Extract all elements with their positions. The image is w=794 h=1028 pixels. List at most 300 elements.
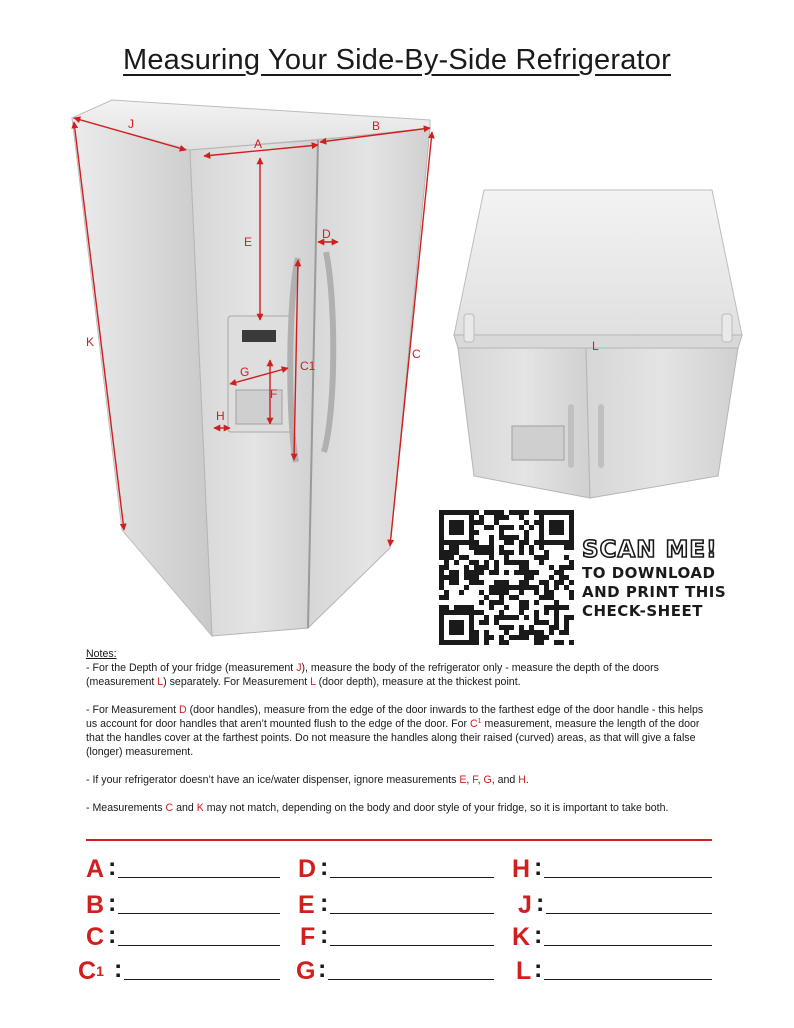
scan-headline: SCAN ME! [582, 537, 718, 563]
qr-module [499, 595, 504, 600]
qr-module [474, 545, 479, 550]
qr-module [489, 550, 494, 555]
qr-module [469, 615, 474, 620]
qr-code[interactable] [439, 510, 574, 645]
qr-module [564, 555, 569, 560]
qr-module [564, 540, 569, 545]
qr-module [534, 520, 539, 525]
qr-module [489, 635, 494, 640]
qr-module [494, 590, 499, 595]
qr-module [549, 565, 554, 570]
qr-module [494, 570, 499, 575]
qr-module [459, 530, 464, 535]
field-l[interactable]: L : [516, 958, 726, 984]
qr-module [489, 510, 494, 515]
field-b[interactable]: B : [86, 892, 296, 918]
label-b: B [372, 119, 381, 133]
qr-module [519, 515, 524, 520]
qr-module [439, 520, 444, 525]
label-a: A [254, 137, 263, 151]
qr-module [534, 585, 539, 590]
qr-module [554, 640, 559, 645]
qr-module [494, 515, 499, 520]
qr-module [554, 570, 559, 575]
qr-module [559, 520, 564, 525]
qr-module [459, 630, 464, 635]
qr-module [559, 630, 564, 635]
qr-module [509, 525, 514, 530]
label-h: H [216, 409, 225, 423]
qr-module [454, 610, 459, 615]
qr-module [439, 535, 444, 540]
qr-module [504, 580, 509, 585]
qr-module [454, 570, 459, 575]
qr-module [549, 530, 554, 535]
qr-module [439, 625, 444, 630]
qr-module [439, 630, 444, 635]
qr-module [474, 520, 479, 525]
qr-module [509, 595, 514, 600]
qr-module [514, 570, 519, 575]
qr-module [464, 570, 469, 575]
qr-module [514, 585, 519, 590]
qr-module [519, 525, 524, 530]
qr-module [479, 610, 484, 615]
qr-module [524, 600, 529, 605]
qr-module [499, 585, 504, 590]
qr-module [459, 640, 464, 645]
qr-module [524, 570, 529, 575]
qr-module [449, 630, 454, 635]
qr-module [524, 605, 529, 610]
qr-module [554, 520, 559, 525]
qr-module [439, 530, 444, 535]
label-j: J [128, 117, 134, 131]
qr-module [539, 520, 544, 525]
qr-module [564, 620, 569, 625]
qr-module [559, 640, 564, 645]
qr-module [519, 570, 524, 575]
qr-module [539, 560, 544, 565]
qr-module [554, 615, 559, 620]
qr-module [539, 620, 544, 625]
qr-module [489, 605, 494, 610]
note-handles: - For Measurement D (door handles), measure from the edge of the door inwards to the farthest edge of the door handle - this helps us account for door handles that aren’t mounted flush to the edge of the door. For $C^1$ measurement, measure the length of the door that the handles cover at the farthest points. Do not measure the handles along their raised (curved) areas, as that will give a false (longer) measurement. [86, 704, 704, 758]
qr-module [464, 555, 469, 560]
qr-module [569, 595, 574, 600]
qr-module [469, 510, 474, 515]
qr-module [474, 530, 479, 535]
qr-module [534, 610, 539, 615]
qr-module [534, 590, 539, 595]
field-k[interactable]: K : [512, 924, 722, 950]
qr-module [439, 635, 444, 640]
qr-module [564, 510, 569, 515]
qr-module [504, 585, 509, 590]
qr-module [509, 550, 514, 555]
qr-module [569, 510, 574, 515]
qr-module [449, 510, 454, 515]
qr-module [464, 565, 469, 570]
qr-module [529, 570, 534, 575]
qr-module [449, 575, 454, 580]
qr-module [489, 535, 494, 540]
qr-module [529, 585, 534, 590]
qr-module [514, 560, 519, 565]
qr-module [554, 625, 559, 630]
qr-module [529, 575, 534, 580]
qr-module [554, 540, 559, 545]
qr-module [534, 620, 539, 625]
qr-module [514, 595, 519, 600]
qr-module [484, 630, 489, 635]
qr-module [439, 610, 444, 615]
qr-module [479, 520, 484, 525]
qr-module [484, 620, 489, 625]
qr-module [474, 565, 479, 570]
qr-module [519, 545, 524, 550]
qr-module [549, 595, 554, 600]
qr-module [464, 605, 469, 610]
scan-callout [582, 536, 782, 621]
qr-module [439, 595, 444, 600]
qr-module [564, 605, 569, 610]
qr-module [554, 610, 559, 615]
qr-module [469, 635, 474, 640]
qr-module [449, 520, 454, 525]
qr-module [559, 605, 564, 610]
label-g: G [240, 365, 250, 379]
qr-module [459, 610, 464, 615]
qr-module [524, 575, 529, 580]
qr-module [449, 620, 454, 625]
qr-module [534, 640, 539, 645]
qr-module [454, 520, 459, 525]
qr-module [534, 600, 539, 605]
qr-module [559, 510, 564, 515]
qr-module [489, 585, 494, 590]
qr-module [459, 605, 464, 610]
qr-module [534, 615, 539, 620]
qr-module [539, 630, 544, 635]
qr-module [479, 590, 484, 595]
qr-module [479, 570, 484, 575]
qr-module [569, 545, 574, 550]
qr-module [499, 615, 504, 620]
qr-module [534, 540, 539, 545]
qr-module [449, 570, 454, 575]
qr-module [494, 600, 499, 605]
label-l: L [592, 339, 599, 353]
qr-module [469, 530, 474, 535]
qr-module [454, 540, 459, 545]
qr-module [474, 540, 479, 545]
qr-module [564, 545, 569, 550]
qr-module [499, 610, 504, 615]
qr-module [549, 540, 554, 545]
qr-module [454, 560, 459, 565]
qr-module [449, 580, 454, 585]
label-k: K [86, 335, 95, 349]
field-d[interactable]: D : [298, 856, 508, 882]
qr-module [469, 580, 474, 585]
qr-module [504, 540, 509, 545]
qr-module [469, 535, 474, 540]
qr-module [569, 565, 574, 570]
qr-module [499, 635, 504, 640]
qr-module [539, 595, 544, 600]
qr-module [569, 535, 574, 540]
qr-module [529, 630, 534, 635]
qr-module [504, 605, 509, 610]
qr-module [524, 565, 529, 570]
field-g[interactable]: G : [296, 958, 506, 984]
qr-module [554, 525, 559, 530]
qr-module [499, 640, 504, 645]
qr-module [454, 525, 459, 530]
qr-module [549, 590, 554, 595]
qr-module [539, 555, 544, 560]
qr-module [509, 535, 514, 540]
qr-module [444, 640, 449, 645]
qr-module [504, 625, 509, 630]
qr-module [569, 530, 574, 535]
qr-module [489, 600, 494, 605]
qr-module [459, 625, 464, 630]
field-c1[interactable]: $C^1$ : [78, 958, 288, 984]
field-f[interactable]: F : [300, 924, 510, 950]
qr-module [439, 555, 444, 560]
qr-module [519, 550, 524, 555]
qr-module [504, 640, 509, 645]
page-title: Measuring Your Side-By-Side Refrigerator [123, 44, 671, 76]
qr-module [499, 580, 504, 585]
label-c1: C1 [300, 359, 316, 373]
qr-module [459, 525, 464, 530]
qr-module [489, 590, 494, 595]
qr-module [469, 640, 474, 645]
qr-module [449, 555, 454, 560]
qr-module [454, 575, 459, 580]
field-j[interactable]: J : [518, 892, 728, 918]
field-c[interactable]: C : [86, 924, 296, 950]
qr-module [539, 535, 544, 540]
qr-module [534, 555, 539, 560]
qr-module [549, 605, 554, 610]
qr-module [484, 510, 489, 515]
qr-module [499, 515, 504, 520]
qr-module [569, 540, 574, 545]
qr-module [474, 610, 479, 615]
qr-module [469, 570, 474, 575]
qr-module [444, 510, 449, 515]
qr-module [444, 595, 449, 600]
qr-module [444, 540, 449, 545]
qr-module [479, 565, 484, 570]
qr-module [439, 605, 444, 610]
qr-module [539, 640, 544, 645]
qr-module [484, 635, 489, 640]
qr-module [524, 530, 529, 535]
notes-heading: Notes: [86, 648, 117, 660]
qr-module [539, 510, 544, 515]
qr-module [539, 530, 544, 535]
qr-module [469, 545, 474, 550]
qr-module [554, 605, 559, 610]
qr-module [494, 520, 499, 525]
qr-module [464, 610, 469, 615]
qr-module [449, 640, 454, 645]
qr-module [504, 560, 509, 565]
qr-module [494, 615, 499, 620]
qr-module [499, 550, 504, 555]
qr-module [529, 525, 534, 530]
qr-module [559, 530, 564, 535]
qr-module [459, 540, 464, 545]
qr-module [509, 625, 514, 630]
qr-module [484, 640, 489, 645]
qr-module [439, 525, 444, 530]
qr-module [569, 525, 574, 530]
qr-module [494, 620, 499, 625]
qr-module [469, 520, 474, 525]
qr-module [444, 575, 449, 580]
qr-module [499, 545, 504, 550]
qr-module [504, 570, 509, 575]
qr-module [569, 580, 574, 585]
qr-module [539, 580, 544, 585]
qr-module [459, 555, 464, 560]
qr-module [559, 540, 564, 545]
qr-module [484, 560, 489, 565]
qr-module [484, 565, 489, 570]
qr-module [554, 620, 559, 625]
qr-module [544, 585, 549, 590]
qr-module [474, 640, 479, 645]
qr-module [524, 580, 529, 585]
qr-module [514, 615, 519, 620]
qr-module [449, 550, 454, 555]
qr-module [469, 625, 474, 630]
qr-module [494, 560, 499, 565]
qr-module [494, 510, 499, 515]
qr-module [519, 605, 524, 610]
qr-module [499, 530, 504, 535]
qr-module [504, 555, 509, 560]
qr-module [484, 545, 489, 550]
qr-module [509, 540, 514, 545]
qr-module [509, 615, 514, 620]
qr-module [539, 515, 544, 520]
qr-module [559, 525, 564, 530]
qr-module [554, 585, 559, 590]
qr-module [469, 610, 474, 615]
qr-module [544, 610, 549, 615]
qr-module [519, 600, 524, 605]
divider [86, 839, 712, 841]
qr-module [534, 570, 539, 575]
qr-module [504, 515, 509, 520]
qr-module [469, 620, 474, 625]
qr-module [509, 585, 514, 590]
qr-module [534, 510, 539, 515]
qr-module [544, 590, 549, 595]
qr-module [469, 630, 474, 635]
qr-module [549, 575, 554, 580]
qr-module [519, 580, 524, 585]
qr-module [519, 585, 524, 590]
qr-module [559, 570, 564, 575]
qr-module [539, 540, 544, 545]
qr-module [459, 590, 464, 595]
scan-line-1: TO DOWNLOAD [582, 564, 716, 582]
qr-module [444, 555, 449, 560]
notes-section [86, 647, 716, 829]
qr-module [494, 565, 499, 570]
qr-module [489, 570, 494, 575]
qr-module [454, 630, 459, 635]
qr-module [459, 520, 464, 525]
field-a[interactable]: A : [86, 856, 296, 882]
field-h[interactable]: H : [512, 856, 722, 882]
qr-module [519, 590, 524, 595]
qr-module [504, 615, 509, 620]
qr-module [539, 525, 544, 530]
qr-module [529, 545, 534, 550]
qr-module [569, 615, 574, 620]
qr-module [544, 510, 549, 515]
qr-module [544, 595, 549, 600]
qr-module [439, 640, 444, 645]
note-dispenser: - If your refrigerator doesn’t have an ice/water dispenser, ignore measurements E, F, G, and H. [86, 774, 529, 786]
qr-module [499, 625, 504, 630]
qr-module [454, 510, 459, 515]
note-c-k: - Measurements C and K may not match, depending on the body and door style of your fridge, so it is important to take both. [86, 802, 669, 814]
qr-module [519, 635, 524, 640]
qr-module [549, 520, 554, 525]
qr-module [499, 510, 504, 515]
qr-module [529, 550, 534, 555]
qr-module [514, 510, 519, 515]
qr-module [464, 540, 469, 545]
qr-module [569, 560, 574, 565]
qr-module [474, 560, 479, 565]
note-depth: - For the Depth of your fridge (measurement J), measure the body of the refrigerator only - measure the depth of the doors (measurement L) separately. For Measurement L (door depth), measure at the thickest point. [86, 662, 659, 688]
qr-module [439, 515, 444, 520]
qr-module [544, 555, 549, 560]
qr-module [449, 625, 454, 630]
fridge-main-view [72, 100, 430, 636]
qr-module [529, 625, 534, 630]
qr-module [519, 630, 524, 635]
qr-module [534, 630, 539, 635]
qr-module [494, 585, 499, 590]
qr-module [459, 510, 464, 515]
qr-module [469, 575, 474, 580]
qr-module [479, 515, 484, 520]
qr-module [484, 595, 489, 600]
qr-module [549, 630, 554, 635]
qr-module [559, 575, 564, 580]
qr-module [564, 615, 569, 620]
field-e[interactable]: E : [298, 892, 508, 918]
qr-module [464, 510, 469, 515]
qr-module [439, 540, 444, 545]
qr-module [464, 640, 469, 645]
qr-module [454, 530, 459, 535]
qr-module [524, 560, 529, 565]
qr-module [554, 600, 559, 605]
